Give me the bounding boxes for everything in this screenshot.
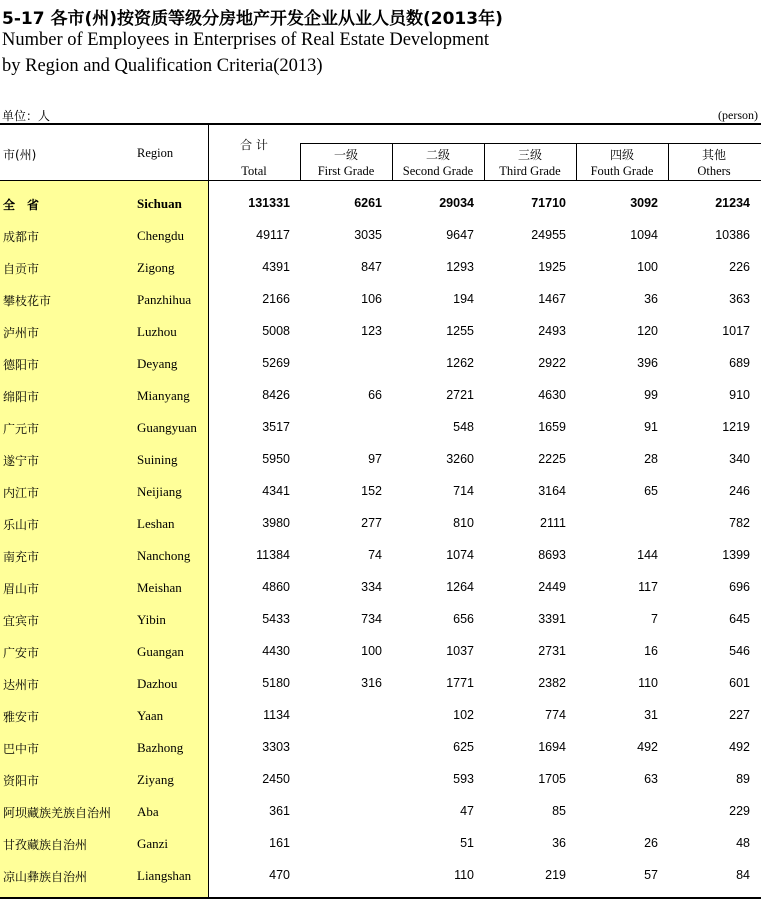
region-name-cn: 攀枝花市 <box>3 294 52 308</box>
value-other: 227 <box>729 708 750 722</box>
value-g3: 1925 <box>538 260 566 274</box>
value-total: 3980 <box>262 516 290 530</box>
value-g1: 316 <box>361 676 382 690</box>
region-name-en: Chengdu <box>137 228 184 243</box>
value-g4: 26 <box>644 836 658 850</box>
value-g2: 625 <box>453 740 474 754</box>
header-total-cn: 合 计 <box>240 138 268 152</box>
value-g2: 714 <box>453 484 474 498</box>
value-g3: 2731 <box>538 644 566 658</box>
value-g2: 656 <box>453 612 474 626</box>
value-g2: 29034 <box>439 196 474 210</box>
header-others-cn: 其他 <box>701 148 727 162</box>
value-other: 340 <box>729 452 750 466</box>
value-g2: 194 <box>453 292 474 306</box>
region-name-en: Yaan <box>137 708 164 723</box>
region-name-en: Deyang <box>137 356 178 371</box>
region-name-en: Aba <box>137 804 159 819</box>
region-name-cn: 自贡市 <box>3 262 40 276</box>
col-divider-3 <box>484 143 485 180</box>
value-g3: 2111 <box>540 516 566 530</box>
table-row <box>0 380 761 412</box>
table-row <box>0 284 761 316</box>
value-g2: 1264 <box>446 580 474 594</box>
header-grade2-cn: 二级 <box>425 148 451 162</box>
table-row <box>0 668 761 700</box>
value-g3: 36 <box>552 836 566 850</box>
value-g2: 102 <box>453 708 474 722</box>
region-name-cn: 眉山市 <box>3 582 40 596</box>
value-g4: 144 <box>637 548 658 562</box>
region-name-cn: 雅安市 <box>3 710 40 724</box>
value-other: 546 <box>729 644 750 658</box>
table-row <box>0 828 761 860</box>
value-g2: 548 <box>453 420 474 434</box>
region-name-en: Sichuan <box>137 196 182 211</box>
value-total: 5950 <box>262 452 290 466</box>
value-g2: 47 <box>460 804 474 818</box>
region-name-cn: 甘孜藏族自治州 <box>3 838 88 852</box>
value-other: 910 <box>729 388 750 402</box>
region-name-cn: 资阳市 <box>3 774 40 788</box>
value-g3: 774 <box>545 708 566 722</box>
header-grade3-en: Third Grade <box>499 164 561 178</box>
grade-group-rule <box>300 143 761 144</box>
table-row <box>0 796 761 828</box>
region-name-en: Guangyuan <box>137 420 197 435</box>
value-g1: 6261 <box>354 196 382 210</box>
value-g4: 117 <box>638 580 658 594</box>
table-row <box>0 764 761 796</box>
value-other: 782 <box>729 516 750 530</box>
region-name-cn: 德阳市 <box>3 358 40 372</box>
region-name-cn: 宜宾市 <box>3 614 40 628</box>
value-total: 2166 <box>262 292 290 306</box>
region-name-cn: 巴中市 <box>3 742 40 756</box>
region-name-en: Meishan <box>137 580 182 595</box>
table-row <box>0 316 761 348</box>
value-g4: 31 <box>644 708 658 722</box>
value-other: 84 <box>736 868 750 882</box>
region-name-cn: 广元市 <box>3 422 40 436</box>
value-g4: 7 <box>651 612 658 626</box>
table-row <box>0 412 761 444</box>
value-total: 131331 <box>248 196 290 210</box>
header-region-en: Region <box>137 146 174 160</box>
value-g4: 16 <box>644 644 658 658</box>
table-row <box>0 700 761 732</box>
value-total: 161 <box>269 836 290 850</box>
value-g2: 593 <box>453 772 474 786</box>
col-divider-1 <box>300 143 301 180</box>
region-name-cn: 南充市 <box>3 550 40 564</box>
value-g2: 1255 <box>446 324 474 338</box>
value-total: 8426 <box>262 388 290 402</box>
value-g1: 74 <box>368 548 382 562</box>
value-g2: 1037 <box>446 644 474 658</box>
value-other: 601 <box>729 676 750 690</box>
value-other: 696 <box>729 580 750 594</box>
value-g3: 24955 <box>531 228 566 242</box>
value-total: 4430 <box>262 644 290 658</box>
region-name-en: Yibin <box>137 612 166 627</box>
value-other: 1399 <box>722 548 750 562</box>
table-top-rule <box>0 123 761 125</box>
unit-label-cn: 单位：人 <box>2 109 51 123</box>
region-name-cn: 遂宁市 <box>3 454 40 468</box>
value-g1: 66 <box>368 388 382 402</box>
value-total: 5433 <box>262 612 290 626</box>
value-total: 49117 <box>256 228 290 242</box>
region-name-en: Guangan <box>137 644 184 659</box>
value-total: 1134 <box>263 708 290 722</box>
value-total: 361 <box>269 804 290 818</box>
table-row <box>0 636 761 668</box>
table-row <box>0 220 761 252</box>
value-g4: 492 <box>637 740 658 754</box>
region-name-cn: 达州市 <box>3 678 40 692</box>
value-total: 2450 <box>262 772 290 786</box>
col-divider-2 <box>392 143 393 180</box>
region-name-cn: 凉山彝族自治州 <box>3 870 88 884</box>
value-g2: 1074 <box>446 548 474 562</box>
region-name-en: Zigong <box>137 260 175 275</box>
value-g3: 3164 <box>538 484 566 498</box>
region-name-cn: 成都市 <box>3 230 40 244</box>
value-g1: 277 <box>361 516 382 530</box>
value-total: 4391 <box>262 260 290 274</box>
value-g4: 28 <box>644 452 658 466</box>
value-total: 4860 <box>262 580 290 594</box>
region-name-cn: 全 省 <box>3 198 40 212</box>
table-row <box>0 188 761 220</box>
value-g4: 120 <box>637 324 658 338</box>
table-row <box>0 348 761 380</box>
header-grade1-cn: 一级 <box>333 148 359 162</box>
value-g3: 85 <box>552 804 566 818</box>
value-g4: 3092 <box>630 196 658 210</box>
value-total: 5269 <box>262 356 290 370</box>
value-g3: 4630 <box>538 388 566 402</box>
value-other: 689 <box>729 356 750 370</box>
header-grade4-cn: 四级 <box>609 148 635 162</box>
region-name-en: Ziyang <box>137 772 174 787</box>
value-other: 226 <box>729 260 750 274</box>
value-g4: 396 <box>637 356 658 370</box>
value-other: 1219 <box>722 420 750 434</box>
value-g4: 110 <box>638 676 658 690</box>
col-divider-5 <box>668 143 669 180</box>
value-g3: 1467 <box>538 292 566 306</box>
header-grade2-en: Second Grade <box>402 164 474 178</box>
value-g3: 2493 <box>538 324 566 338</box>
value-g3: 1694 <box>538 740 566 754</box>
value-other: 492 <box>729 740 750 754</box>
page-title-en-line2: by Region and Qualification Criteria(2013) <box>2 56 323 76</box>
col-divider-4 <box>576 143 577 180</box>
value-other: 645 <box>729 612 750 626</box>
header-city-cn: 市(州) <box>3 148 37 162</box>
region-name-en: Nanchong <box>137 548 191 563</box>
value-g1: 334 <box>361 580 382 594</box>
region-name-cn: 泸州市 <box>3 326 40 340</box>
value-other: 48 <box>736 836 750 850</box>
value-total: 11384 <box>256 548 290 562</box>
region-name-en: Panzhihua <box>137 292 192 307</box>
value-total: 470 <box>269 868 290 882</box>
page-title-en-line1: Number of Employees in Enterprises of Real Estate Development <box>2 30 490 50</box>
value-total: 5008 <box>262 324 290 338</box>
value-total: 3303 <box>262 740 290 754</box>
value-g1: 3035 <box>354 228 382 242</box>
value-g4: 36 <box>644 292 658 306</box>
region-name-en: Ganzi <box>137 836 169 851</box>
region-name-en: Leshan <box>137 516 175 531</box>
value-g4: 91 <box>644 420 658 434</box>
region-name-cn: 内江市 <box>3 486 40 500</box>
value-g2: 1293 <box>446 260 474 274</box>
value-g1: 847 <box>361 260 382 274</box>
value-g3: 1659 <box>538 420 566 434</box>
region-name-en: Suining <box>137 452 178 467</box>
value-g1: 100 <box>361 644 382 658</box>
region-name-cn: 乐山市 <box>3 518 40 532</box>
value-g2: 1262 <box>446 356 474 370</box>
table-row <box>0 572 761 604</box>
value-g4: 57 <box>644 868 658 882</box>
unit-label-en: (person) <box>718 108 758 122</box>
table-row <box>0 732 761 764</box>
value-g4: 100 <box>637 260 658 274</box>
value-g2: 51 <box>460 836 474 850</box>
region-name-en: Mianyang <box>137 388 190 403</box>
value-other: 363 <box>729 292 750 306</box>
header-grade1-en: First Grade <box>317 164 375 178</box>
region-name-en: Bazhong <box>137 740 184 755</box>
value-g3: 219 <box>545 868 566 882</box>
value-g4: 1094 <box>630 228 658 242</box>
table-row <box>0 860 761 892</box>
value-g2: 3260 <box>446 452 474 466</box>
table-row <box>0 252 761 284</box>
value-g3: 2922 <box>538 356 566 370</box>
value-g3: 3391 <box>538 612 566 626</box>
value-g2: 2721 <box>446 388 474 402</box>
region-name-en: Liangshan <box>137 868 192 883</box>
value-other: 10386 <box>715 228 750 242</box>
value-total: 3517 <box>262 420 290 434</box>
table-row <box>0 476 761 508</box>
value-g1: 123 <box>361 324 382 338</box>
value-g3: 2449 <box>538 580 566 594</box>
value-g3: 1705 <box>538 772 566 786</box>
value-g2: 9647 <box>446 228 474 242</box>
header-grade4-en: Fouth Grade <box>590 164 654 178</box>
value-other: 89 <box>736 772 750 786</box>
value-g3: 71710 <box>531 196 566 210</box>
region-name-cn: 广安市 <box>3 646 40 660</box>
value-g4: 99 <box>644 388 658 402</box>
region-name-cn: 阿坝藏族羌族自治州 <box>3 806 112 820</box>
value-g1: 152 <box>361 484 382 498</box>
table-bottom-rule <box>0 897 761 899</box>
value-g1: 734 <box>361 612 382 626</box>
region-name-en: Dazhou <box>137 676 178 691</box>
value-total: 4341 <box>262 484 290 498</box>
value-g3: 8693 <box>538 548 566 562</box>
value-other: 229 <box>729 804 750 818</box>
table-row <box>0 604 761 636</box>
value-other: 246 <box>729 484 750 498</box>
value-g4: 63 <box>644 772 658 786</box>
table-row <box>0 444 761 476</box>
region-name-en: Neijiang <box>137 484 182 499</box>
region-name-en: Luzhou <box>137 324 177 339</box>
value-g2: 810 <box>453 516 474 530</box>
value-g4: 65 <box>644 484 658 498</box>
header-total-en: Total <box>241 164 267 178</box>
table-row <box>0 508 761 540</box>
table-body <box>0 188 761 892</box>
value-other: 1017 <box>722 324 750 338</box>
value-g1: 97 <box>368 452 382 466</box>
table-row <box>0 540 761 572</box>
value-g2: 110 <box>454 868 474 882</box>
value-total: 5180 <box>262 676 290 690</box>
page-title-cn: 5-17 各市(州)按资质等级分房地产开发企业从业人员数(2013年) <box>2 9 503 29</box>
region-name-cn: 绵阳市 <box>3 390 40 404</box>
value-g2: 1771 <box>446 676 474 690</box>
header-others-en: Others <box>697 164 731 178</box>
value-other: 21234 <box>715 196 750 210</box>
value-g3: 2225 <box>538 452 566 466</box>
header-bottom-rule <box>0 180 761 181</box>
value-g3: 2382 <box>538 676 566 690</box>
value-g1: 106 <box>361 292 382 306</box>
header-grade3-cn: 三级 <box>517 148 543 162</box>
